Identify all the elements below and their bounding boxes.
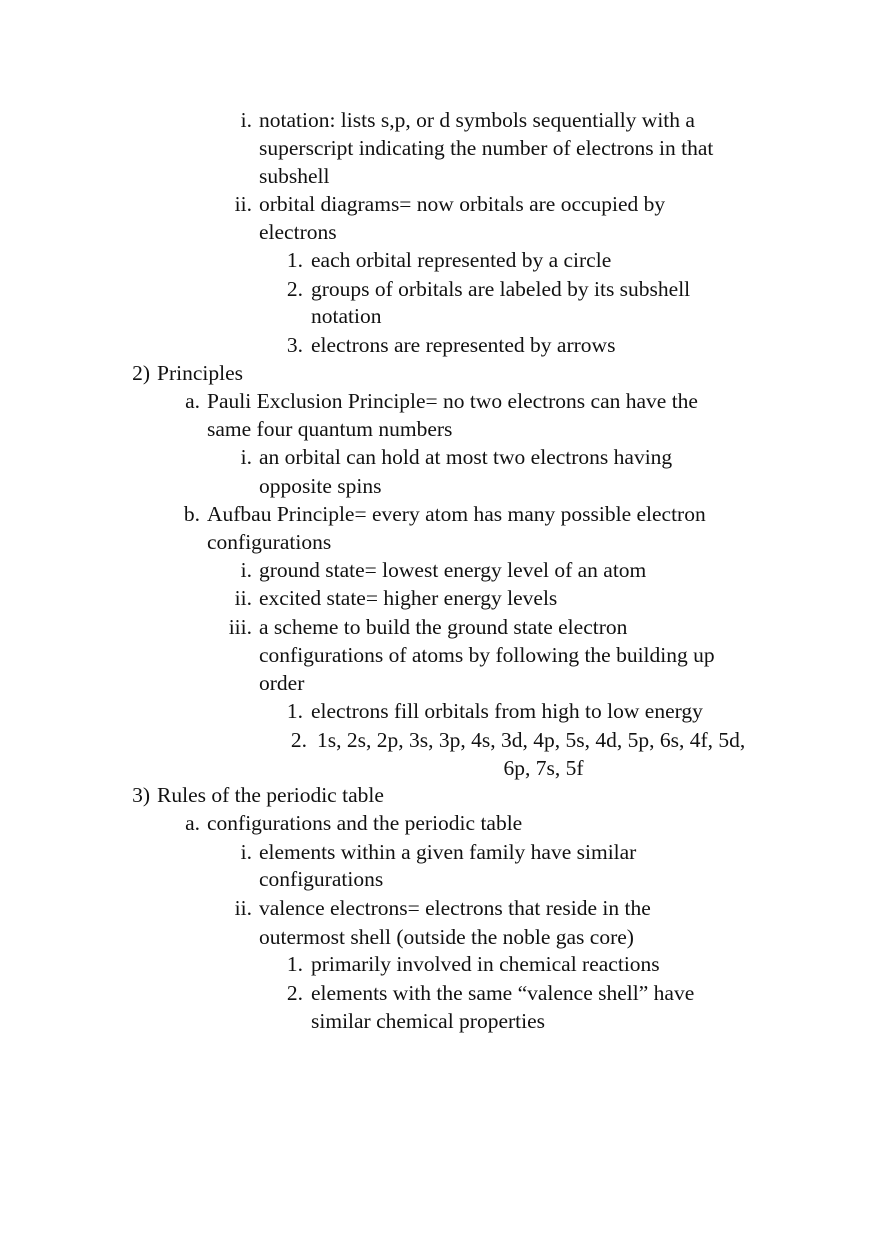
text-line: Aufbau Principle= every atom has many possible electron (207, 502, 706, 526)
list-marker: 2. (290, 728, 307, 752)
list-marker: 2. (286, 981, 303, 1005)
text-line: elements within a given family have similar (259, 840, 637, 864)
text-line: configurations and the periodic table (207, 811, 523, 835)
text-line: 1s, 2s, 2p, 3s, 3p, 4s, 3d, 4p, 5s, 4d, 5p, 6s, 4f, 5d, (317, 728, 746, 752)
text-line: same four quantum numbers (207, 417, 453, 441)
text-line: ground state= lowest energy level of an atom (259, 558, 647, 582)
text-line: opposite spins (259, 474, 382, 498)
text-line: an orbital can hold at most two electrons having (259, 445, 673, 469)
list-marker: iii. (228, 615, 252, 639)
text-line: subshell (259, 164, 330, 188)
list-marker: ii. (234, 586, 252, 610)
list-marker: 2. (286, 277, 303, 301)
text-line: orbital diagrams= now orbitals are occupied by (259, 192, 666, 216)
list-marker: 1. (286, 699, 303, 723)
list-marker: i. (240, 445, 252, 469)
text-line: configurations (259, 867, 384, 891)
text-line: primarily involved in chemical reactions (311, 952, 660, 976)
text-line: electrons are represented by arrows (311, 333, 616, 357)
list-marker: a. (185, 389, 200, 413)
text-line: a scheme to build the ground state electron (259, 615, 628, 639)
list-marker: a. (185, 811, 200, 835)
text-line: elements with the same “valence shell” have (311, 981, 695, 1005)
text-line: superscript indicating the number of electrons in that (259, 136, 714, 160)
text-line: excited state= higher energy levels (259, 586, 558, 610)
text-line: Pauli Exclusion Principle= no two electrons can have the (207, 389, 698, 413)
section-heading: Principles (157, 361, 243, 385)
text-line: outermost shell (outside the noble gas core) (259, 925, 634, 949)
text-line: notation: lists s,p, or d symbols sequentially with a (259, 108, 695, 132)
text-line: groups of orbitals are labeled by its subshell (311, 277, 691, 301)
section-heading: Rules of the periodic table (157, 783, 384, 807)
text-line: configurations of atoms by following the building up (259, 643, 715, 667)
text-line: valence electrons= electrons that reside in the (259, 896, 651, 920)
text-line: 6p, 7s, 5f (503, 756, 584, 780)
text-line: electrons (259, 220, 337, 244)
text-line: similar chemical properties (311, 1009, 546, 1033)
list-marker: 3) (132, 783, 150, 807)
list-marker: 3. (286, 333, 303, 357)
list-marker: i. (240, 108, 252, 132)
text-line: order (259, 671, 305, 695)
list-marker: i. (240, 840, 252, 864)
text-line: each orbital represented by a circle (311, 248, 612, 272)
list-marker: b. (183, 502, 200, 526)
list-marker: i. (240, 558, 252, 582)
list-marker: ii. (234, 192, 252, 216)
list-marker: 1. (286, 248, 303, 272)
list-marker: 1. (286, 952, 303, 976)
list-marker: 2) (132, 361, 150, 385)
text-line: notation (311, 304, 382, 328)
text-line: configurations (207, 530, 332, 554)
text-line: electrons fill orbitals from high to low energy (311, 699, 703, 723)
list-marker: ii. (234, 896, 252, 920)
